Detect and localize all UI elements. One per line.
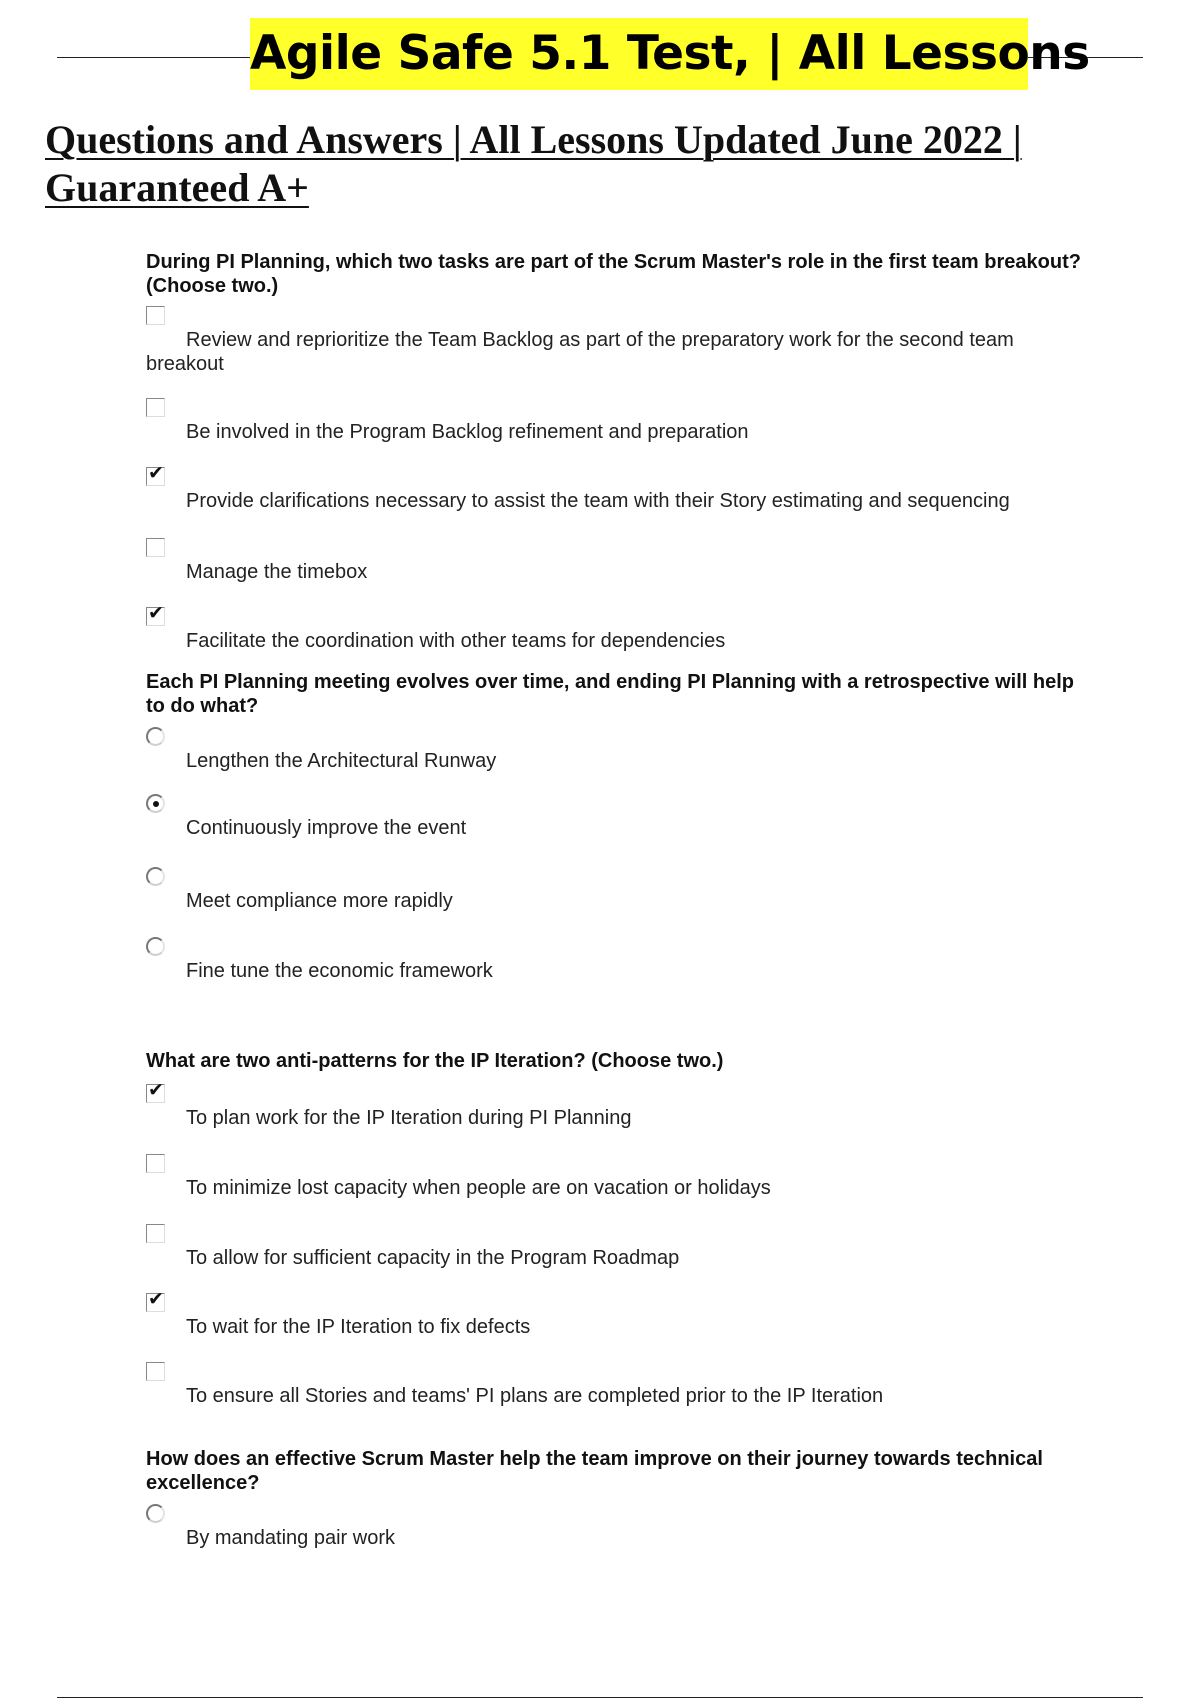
option-label: Be involved in the Program Backlog refinement and preparation — [186, 421, 749, 443]
checked-checkbox-icon[interactable]: ✔ — [148, 1080, 164, 1101]
option-label: To allow for sufficient capacity in the Program Roadmap — [186, 1247, 680, 1269]
checkbox-icon[interactable] — [146, 1154, 165, 1173]
radio-icon[interactable] — [146, 1504, 165, 1523]
document-subtitle: Questions and Answers | All Lessons Updated June 2022 | Guaranteed A+ — [45, 117, 1022, 210]
option-label: Facilitate the coordination with other teams for dependencies — [186, 630, 726, 652]
checked-checkbox-icon[interactable]: ✔ — [148, 603, 164, 624]
checked-checkbox-icon[interactable]: ✔ — [148, 463, 164, 484]
option-label: Continuously improve the event — [186, 817, 467, 839]
checkbox-icon[interactable] — [146, 1224, 165, 1243]
option-label: To wait for the IP Iteration to fix defects — [186, 1316, 531, 1338]
checkbox-icon[interactable] — [146, 306, 165, 325]
option-label: To ensure all Stories and teams' PI plans are completed prior to the IP Iteration — [186, 1385, 884, 1407]
checkbox-icon[interactable] — [146, 538, 165, 557]
option-label: Manage the timebox — [186, 561, 368, 583]
checkbox-icon[interactable] — [146, 398, 165, 417]
option-label: To minimize lost capacity when people are on vacation or holidays — [186, 1177, 771, 1199]
option-label: By mandating pair work — [186, 1527, 395, 1549]
radio-icon[interactable] — [146, 727, 165, 746]
option-label: Provide clarifications necessary to assist the team with their Story estimating and sequencing — [186, 490, 1010, 512]
question-3-text: What are two anti-patterns for the IP Iteration? (Choose two.) — [146, 1050, 724, 1072]
option-label: Review and reprioritize the Team Backlog as part of the preparatory work for the second team breakout — [146, 329, 1014, 375]
question-4-text: How does an effective Scrum Master help the team improve on their journey towards technical excellence? — [146, 1448, 1043, 1494]
option-label: Fine tune the economic framework — [186, 960, 493, 982]
selected-radio-icon[interactable] — [146, 794, 165, 813]
checkbox-icon[interactable] — [146, 1362, 165, 1381]
footer-rule — [57, 1697, 1143, 1698]
question-2-text: Each PI Planning meeting evolves over time, and ending PI Planning with a retrospective will help to do what? — [146, 671, 1074, 717]
radio-icon[interactable] — [146, 867, 165, 886]
checked-checkbox-icon[interactable]: ✔ — [148, 1289, 164, 1310]
option-label: To plan work for the IP Iteration during PI Planning — [186, 1107, 632, 1129]
option-label: Lengthen the Architectural Runway — [186, 750, 497, 772]
option-label: Meet compliance more rapidly — [186, 890, 453, 912]
question-1-text: During PI Planning, which two tasks are part of the Scrum Master's role in the first team breakout? (Choose two.) — [146, 251, 1081, 297]
radio-icon[interactable] — [146, 937, 165, 956]
document-title: Agile Safe 5.1 Test, | All Lessons — [250, 18, 1028, 90]
